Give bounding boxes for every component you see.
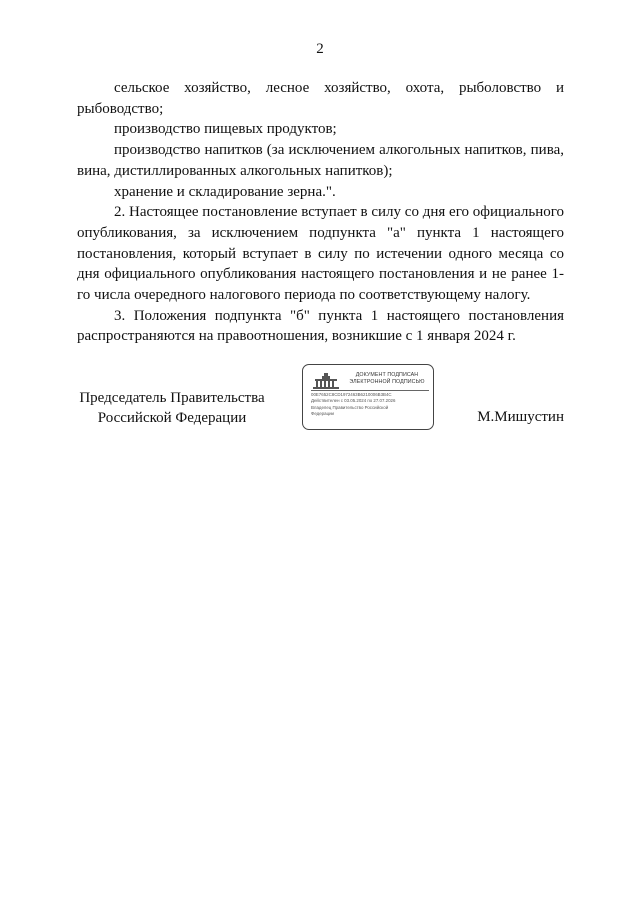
- stamp-validity: Действителен с 03.05.2024 по 27.07.2026: [311, 398, 396, 404]
- paragraph-food-production: производство пищевых продуктов;: [114, 121, 337, 138]
- stamp-divider: [311, 390, 429, 391]
- paragraph-grain-storage: хранение и складирование зерна.".: [114, 183, 336, 200]
- paragraph-agriculture: сельское хозяйство, лесное хозяйство, охота, рыболовство и рыбоводство;: [77, 80, 564, 117]
- stamp-certificate: 00E7652C8CD1972463B6210006B3B4C: [311, 392, 392, 397]
- stamp-title-line1: ДОКУМЕНТ ПОДПИСАН: [355, 372, 419, 378]
- electronic-signature-stamp: [302, 364, 434, 430]
- stamp-owner-line2: Федерации: [311, 410, 334, 416]
- paragraph-effective-date: 2. Настоящее постановление вступает в силу со дня его официального опубликования, за исключением подпункта "а" пункта 1 настоящего постановления, который вступает в силу по истечении одного месяца со дня официального опубликования настоящего постановления и не ранее 1-го числа очередного налогового периода по соответствующему налогу.: [77, 204, 564, 304]
- stamp-title: [343, 372, 431, 385]
- paragraph-retroactive: 3. Положения подпункта "б" пункта 1 настоящего постановления распространяются на правоотношения, возникшие с 1 января 2024 г.: [77, 307, 564, 345]
- signatory-position-line1: Председатель Правительства: [79, 390, 265, 406]
- signatory-position: [77, 388, 267, 428]
- government-building-icon: [311, 372, 341, 390]
- stamp-title-line2: ЭЛЕКТРОННОЙ ПОДПИСЬЮ: [349, 378, 425, 385]
- signatory-position-line2: Российской Федерации: [97, 410, 247, 426]
- stamp-owner-line1: Владелец Правительство Российской: [311, 404, 389, 410]
- document-body: [77, 78, 564, 347]
- paragraph-beverages: производство напитков (за исключением алкогольных напитков, пива, вина, дистиллированных алкогольных напитков);: [77, 142, 564, 179]
- signatory-name: М.Мишустин: [477, 409, 564, 425]
- stamp-details: [311, 392, 431, 417]
- page-number: 2: [316, 41, 324, 57]
